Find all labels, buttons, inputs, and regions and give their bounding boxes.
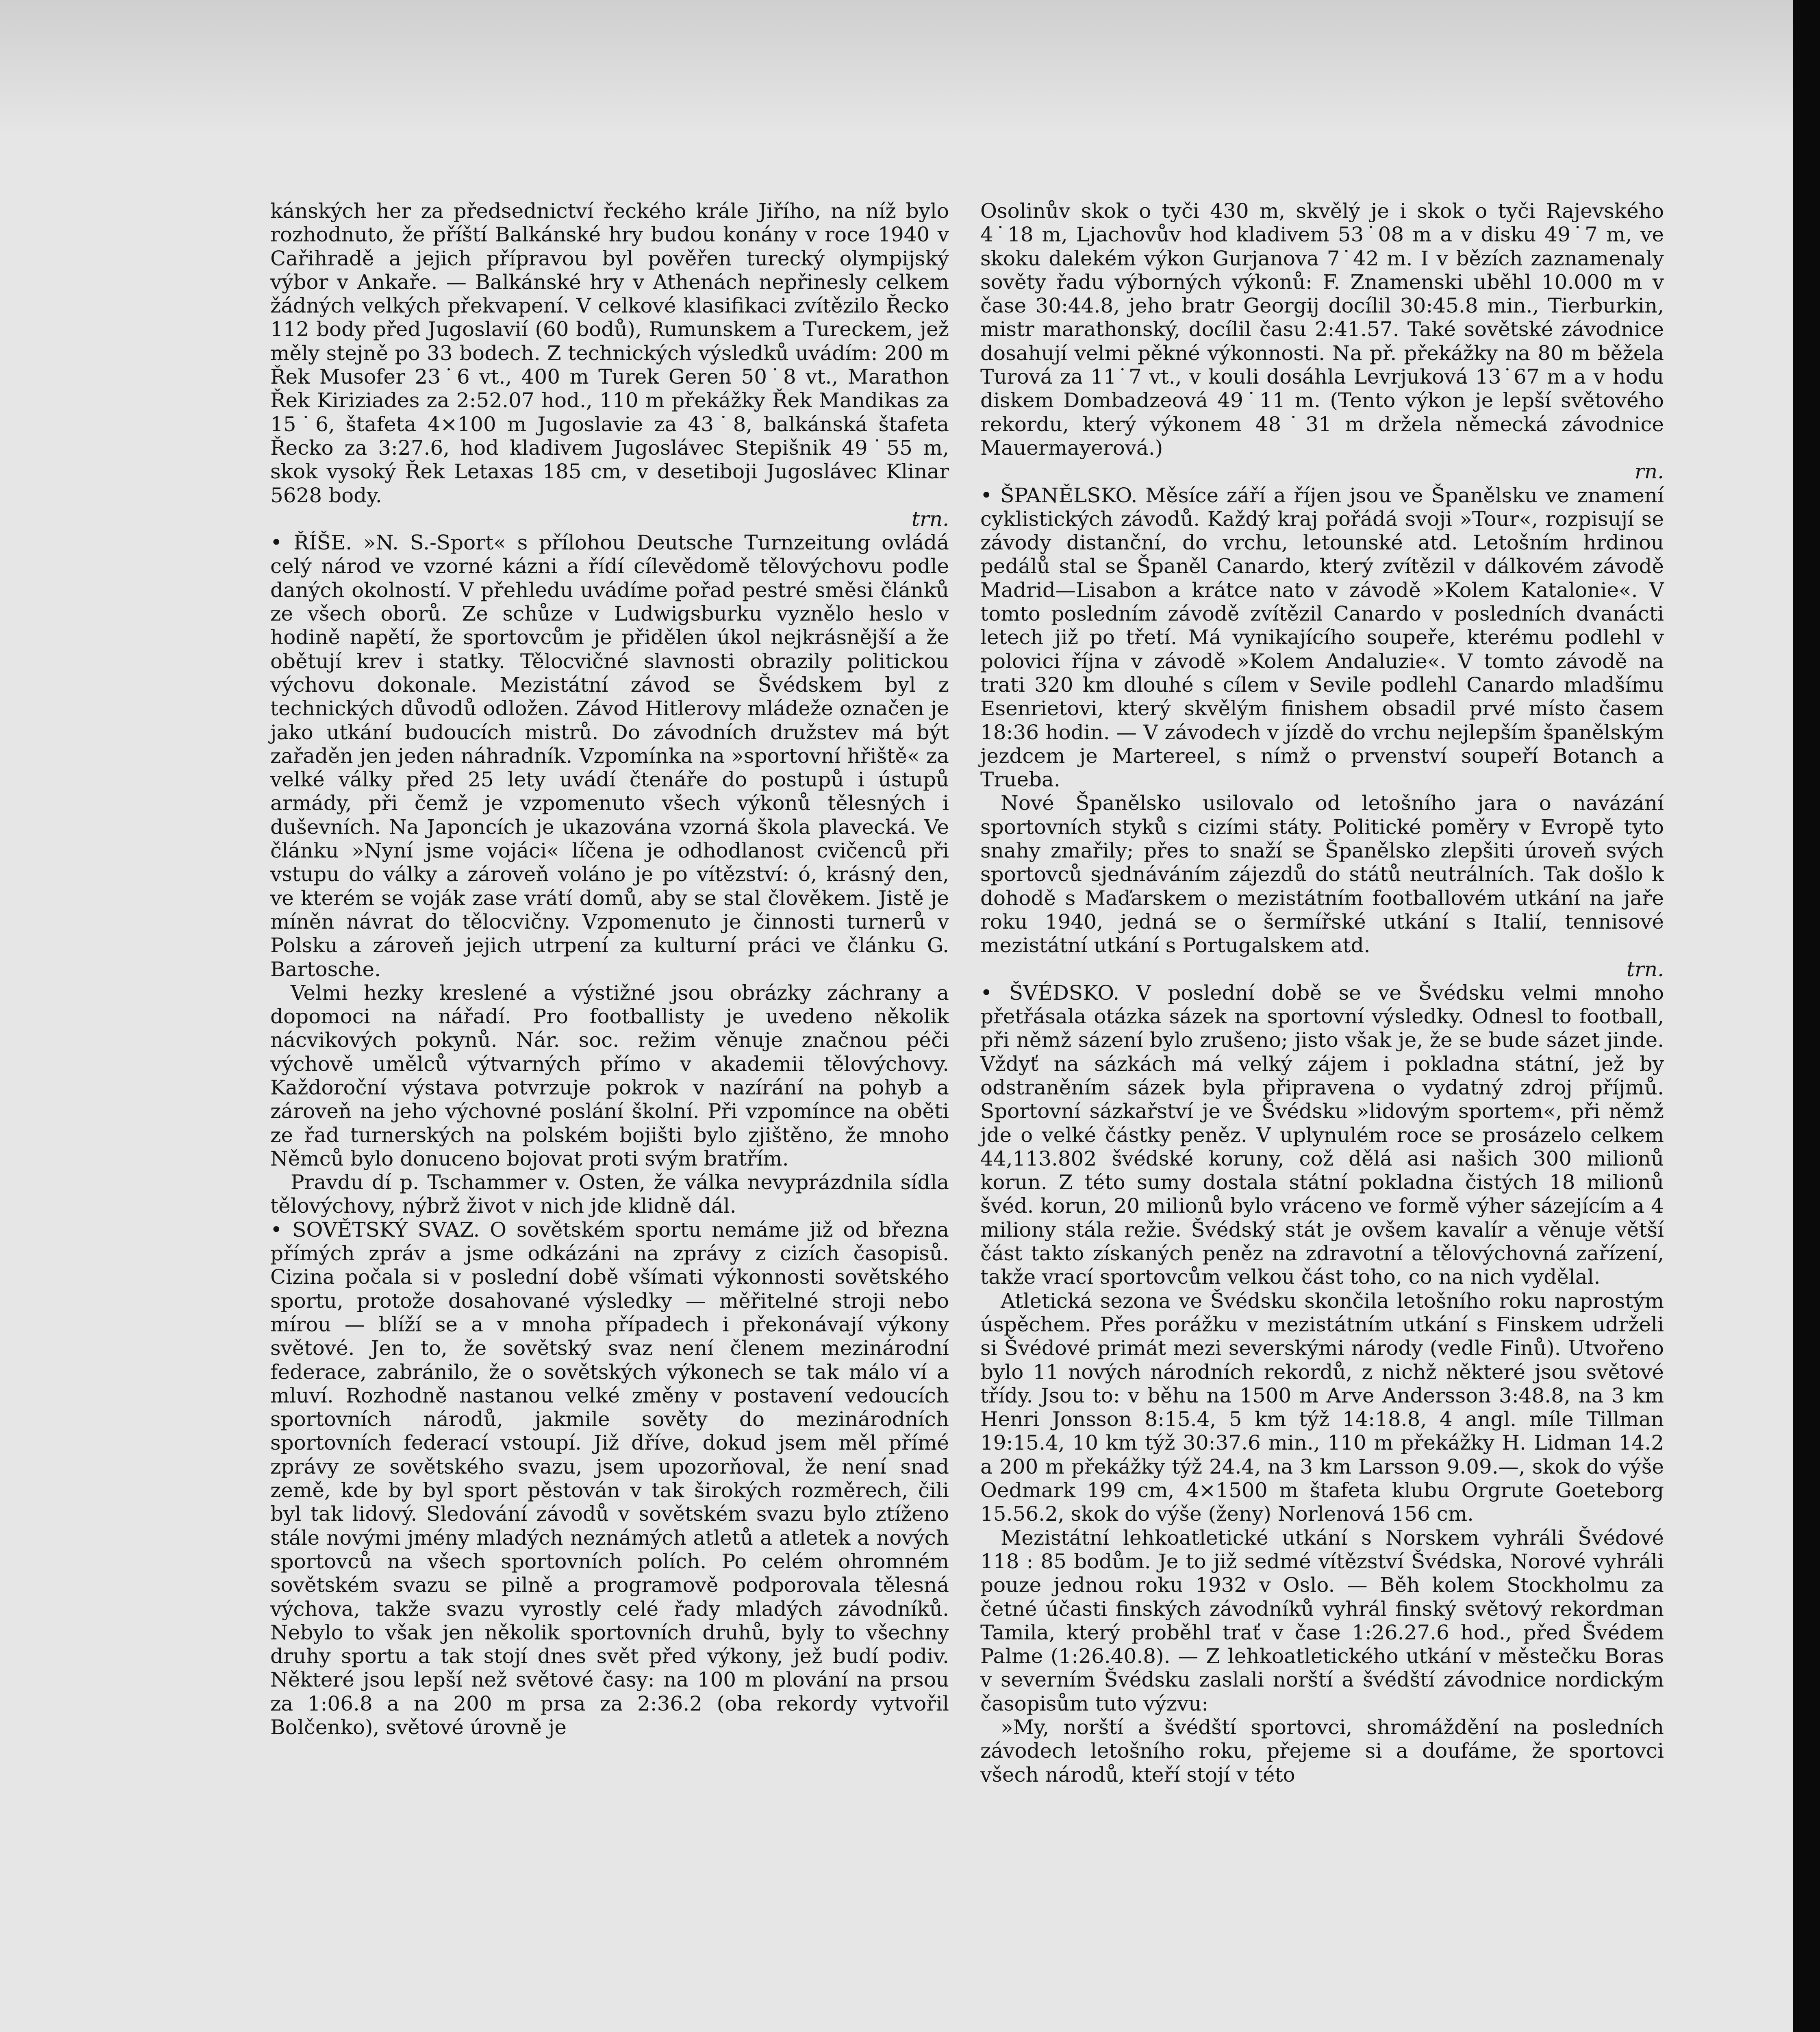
paragraph-section-sovetsky-svaz: • SOVĚTSKÝ SVAZ. O sovětském sportu nemáme již od března přímých zpráv a jsme odkázáni na zprávy z cizích časopisů. Cizina počala si v poslední době všímati výkonnosti sovětského sportu, protože dosahované výsledky — měřitelné stroji nebo mírou — blíží se a v mnoha případech i překonávají výkony světové. Jen to, že sovětský svaz není členem mezinárodní federace, zabránilo, že o sovětských výkonech se tak málo ví a mluví. Rozhodně nastanou velké změny v postavení vedoucích sportovních národů, jakmile sověty do mezinárodních sportovních federací vstoupí. Již dříve, dokud jsem měl přímé zprávy ze sovětského svazu, jsem upozorňoval, že není snad země, kde by byl sport pěstován v tak širokých rozměrech, čili byl tak lidový. Sledování závodů v sovětském svazu bylo ztíženo stále novými jmény mladých neznámých atletů a atletek a nových sportovců na všech sportovních polích. Po celém ohromném sovětském svazu se pilně a programově podporovala tělesná výchova, takže svazu vyrostly celé řady mladých závodníků. Nebylo to však jen několik sportovních druhů, byly to všechny druhy sportu a tak stojí dnes svět před výkony, jež budí podiv. Některé jsou lepší než světové časy: na 100 m plování na prsou za 1:06.8 a na 200 m prsa za 2:36.2 (oba rekordy vytvořil Bolčenko), světové úrovně je xyxy=(270,1218,956,1739)
signature: trn. xyxy=(1626,957,1664,981)
signature: trn. xyxy=(911,507,949,531)
paragraph: Atletická sezona ve Švédsku skončila letošního roku naprostým úspěchem. Přes porážku v mezistátním utkání s Finskem udrželi si Švédové primát mezi severskými národy (vedle Finů). Utvořeno bylo 11 nových národních rekordů, z nichž některé jsou světové třídy. Jsou to: v běhu na 1500 m Arve Andersson 3:48.8, na 3 km Henri Jonsson 8:15.4, 5 km týž 14:18.8, 4 angl. míle Tillman 19:15.4, 10 km týž 30:37.6 min., 110 m překážky H. Lidman 14.2 a 200 m překážky týž 24.4, na 3 km Larsson 9.09.—, skok do výše Oedmark 199 cm, 4×1500 m štafeta klubu Orgrute Goeteborg 15.56.2, skok do výše (ženy) Norlenová 156 cm. xyxy=(980,1289,1670,1526)
paragraph: kánských her za předsednictví řeckého krále Jiřího, na níž bylo rozhodnuto, že příští Balkánské hry budou konány v roce 1940 v Cařihradě a jejich přípravou byl pověřen turecký olympijský výbor v Ankaře. — Balkánské hry v Athenách nepřinesly celkem žádných velkých překvapení. V celkové klasifikaci zvítězilo Řecko 112 body před Jugoslavií (60 bodů), Rumunskem a Tureckem, jež měly stejně po 33 bodech. Z technických výsledků uvádím: 200 m Řek Musofer 23˙6 vt., 400 m Turek Geren 50˙8 vt., Marathon Řek Kiriziades za 2:52.07 hod., 110 m překážky Řek Mandikas za 15˙6, štafeta 4×100 m Jugoslavie za 43˙8, balkánská štafeta Řecko za 3:27.6, hod kladivem Jugoslávec Stepišnik 49˙55 m, skok vysoký Řek Letaxas 185 cm, v desetiboji Jugoslávec Klinar 5628 body. xyxy=(270,199,956,507)
signature: rn. xyxy=(1635,460,1664,484)
paragraph: Pravdu dí p. Tschammer v. Osten, že válka nevyprázdnila sídla tělovýchovy, nýbrž život v nich jde klidně dál. xyxy=(270,1170,956,1218)
paragraph: Nové Španělsko usilovalo od letošního jara o navázání sportovních styků s cizími státy. Politické poměry v Evropě tyto snahy zmařily; přes to snaží se Španělsko zlepšiti úroveň svých sportovců sjednáváním zájezdů do států neutrálních. Tak došlo k dohodě s Maďarskem o mezistátním footballovém utkání na jaře roku 1940, jedná se o šermířské utkání s Italií, tennisové mezistátní utkání s Portugalskem atd. xyxy=(980,791,1670,957)
paragraph: »My, norští a švédští sportovci, shromáždění na posledních závodech letošního roku, přejeme si a doufáme, že sportovci všech národů, kteří stojí v této xyxy=(980,1715,1670,1787)
paragraph: Osolinův skok o tyči 430 m, skvělý je i skok o tyči Rajevského 4˙18 m, Ljachovův hod kladivem 53˙08 m a v disku 49˙7 m, ve skoku dalekém výkon Gurjanova 7˙42 m. I v bězích zaznamenaly sověty řadu výborných výkonů: F. Znamenski uběhl 10.000 m v čase 30:44.8, jeho bratr Georgij docílil 30:45.8 min., Tierburkin, mistr marathonský, docílil času 2:41.57. Také sovětské závodnice dosahují velmi pěkné výkonnosti. Na př. překážky na 80 m běžela Turová za 11˙7 vt., v kouli dosáhla Levrjuková 13˙67 m a v hodu diskem Dombadzeová 49˙11 m. (Tento výkon je lepší světového rekordu, který výkonem 48˙31 m držela německá závodnice Mauermayerová.) xyxy=(980,199,1670,460)
paragraph-section-rise: • ŘÍŠE. »N. S.-Sport« s přílohou Deutsche Turnzeitung ovládá celý národ ve vzorné kázni a řídí cílevědomě tělovýchovu podle daných okolností. V přehledu uvádíme pořad pestré směsi článků ze všech oborů. Ze schůze v Ludwigsburku vyznělo heslo v hodině napětí, že sportovcům je přidělen úkol nejkrásnější a že obětují krev i statky. Tělocvičné slavnosti obrazily politickou výchovu dokonale. Mezistátní závod se Švédskem byl z technických důvodů odložen. Závod Hitlerovy mládeže označen je jako utkání budoucích mistrů. Do závodních družstev má být zařaděn jen jeden náhradník. Vzpomínka na »sportovní hřiště« za velké války před 25 lety uvádí čtenáře do postupů i ústupů armády, při čemž je vzpomenuto všech výkonů tělesných i duševních. Na Japoncích je ukazována vzorná škola plavecká. Ve článku »Nyní jsme vojáci« líčena je odhodlanost cvičenců při vstupu do války a zároveň voláno je po vítězství: ó, krásný den, ve kterém se voják zase vrátí domů, aby se stal člověkem. Jistě je míněn návrat do tělocvičny. Vzpomenuto je činnosti turnerů v Polsku a zároveň jejich utrpení za kulturní práci ve článku G. Bartosche. xyxy=(270,531,956,981)
paragraph: Mezistátní lehkoatletické utkání s Norskem vyhráli Švédové 118 : 85 bodům. Je to již sedmé vítězství Švédska, Norové vyhráli pouze jednou roku 1932 v Oslo. — Běh kolem Stockholmu za četné účasti finských závodníků vyhrál finský světový rekordman Tamila, který proběhl trať v čase 1:26.27.6 hod., před Švédem Palme (1:26.40.8). — Z lehkoatletického utkání v městečku Boras v severním Švédsku zaslali norští a švédští závodnice nordickým časopisům tuto výzvu: xyxy=(980,1526,1670,1715)
right-column xyxy=(980,199,1670,1787)
scan-shadow xyxy=(0,0,1793,134)
left-column xyxy=(270,199,956,1739)
scan-edge xyxy=(1793,0,1820,2032)
paragraph: Velmi hezky kreslené a výstižné jsou obrázky záchrany a dopomoci na nářadí. Pro footballisty je uvedeno několik nácvikových pokynů. Nár. soc. režim věnuje značnou péči výchově umělců výtvarných přímo v akademii tělovýchovy. Každoroční výstava potvrzuje pokrok v nazírání na pohyb a zároveň na jeho výchovné poslání školní. Při vzpomínce na oběti ze řad turnerských na polském bojišti bylo zjištěno, že mnoho Němců bylo donuceno bojovat proti svým bratřím. xyxy=(270,981,956,1170)
paragraph-section-spanelsko: • ŠPANĚLSKO. Měsíce září a říjen jsou ve Španělsku ve znamení cyklistických závodů. Každý kraj pořádá svoji »Tour«, rozpisují se závody distanční, do vrchu, letounské atd. Letošním hrdinou pedálů stal se Španěl Canardo, který zvítězil v dálkovém závodě Madrid—Lisabon a krátce nato v závodě »Kolem Katalonie«. V tomto posledním závodě zvítězil Canardo v posledních dvanácti letech již po třetí. Má vynikajícího soupeře, kterému podlehl v polovici října v závodě »Kolem Andaluzie«. V tomto závodě na trati 320 km dlouhé s cílem v Sevile podlehl Canardo mladšímu Esenrietovi, který skvělým finishem obsadil prvé místo časem 18:36 hodin. — V závodech v jízdě do vrchu nejlepším španělským jezdcem je Martereel, s nímž o prvenství soupeří Botanch a Trueba. xyxy=(980,483,1670,792)
paragraph-section-svedsko: • ŠVÉDSKO. V poslední době se ve Švédsku velmi mnoho přetřásala otázka sázek na sportovní výsledky. Odnesl to football, při němž sázení bylo zrušeno; jisto však je, že se bude sázet jinde. Vždyť na sázkách má velký zájem i pokladna státní, jež by odstraněním sázek byla připravena o vydatný zdroj příjmů. Sportovní sázkařství je ve Švédsku »lidovým sportem«, při němž jde o velké částky peněz. V uplynulém roce se prosázelo celkem 44,113.802 švédské koruny, což dělá asi našich 300 milionů korun. Z této sumy dostala státní pokladna čistých 18 milionů švéd. korun, 20 milionů bylo vráceno ve formě výher sázejícím a 4 miliony stála režie. Švédský stát je ovšem kavalír a věnuje větší část takto získaných peněz na zdravotní a tělovýchovná zařízení, takže vrací sportovcům velkou část toho, co na nich vydělal. xyxy=(980,981,1670,1289)
